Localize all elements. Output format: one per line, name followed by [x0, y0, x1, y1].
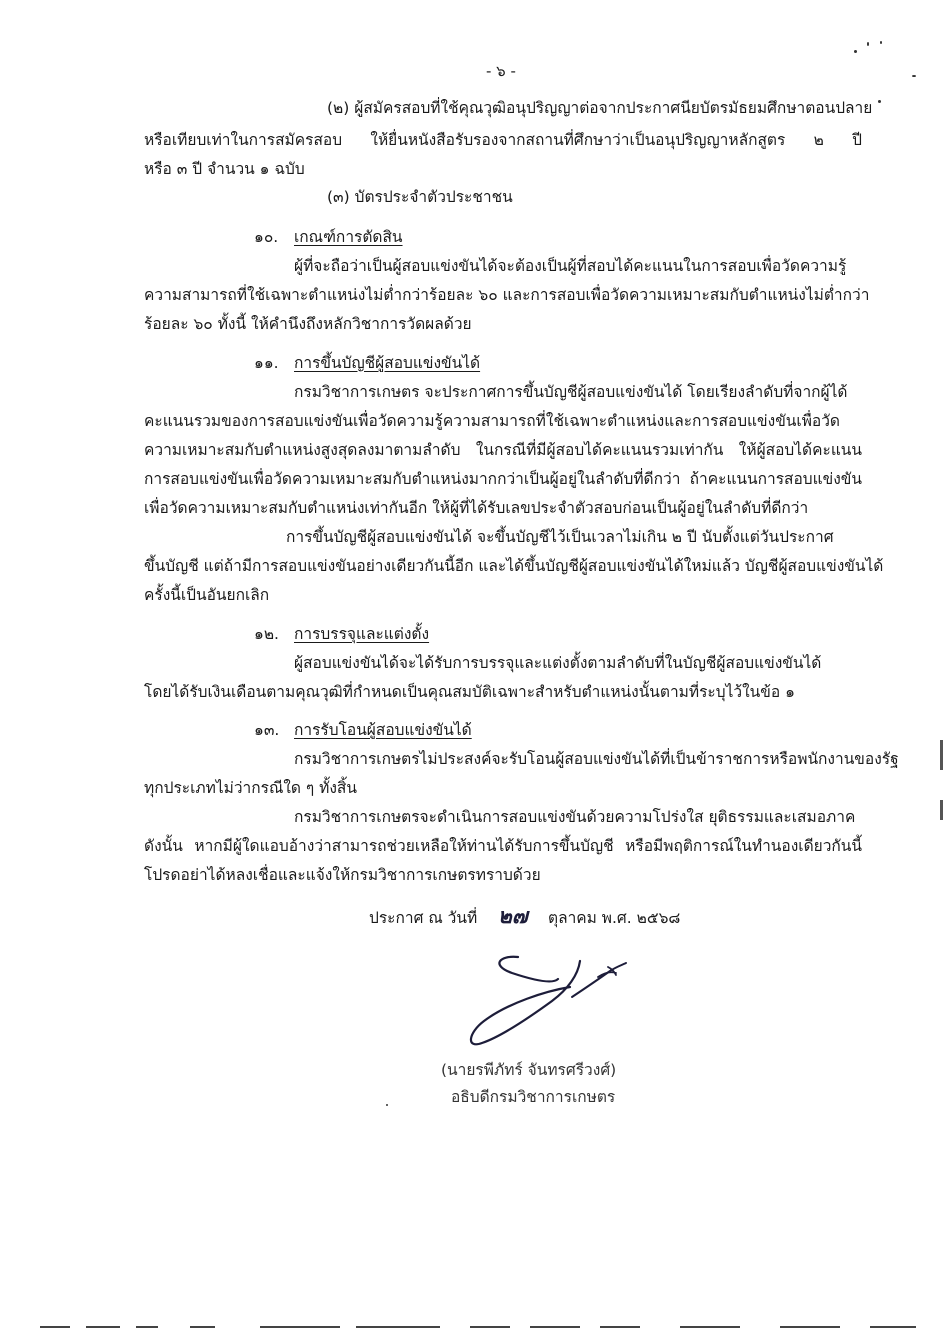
section11-p2-line1: การขึ้นบัญชีผู้สอบแข่งขันได้ จะขึ้นบัญชีไว้เป็นเวลาไม่เกิน ๒ ปี นับตั้งแต่วันประกาศ: [286, 528, 834, 546]
section10-heading: เกณฑ์การตัดสิน: [294, 228, 403, 246]
section12-number: ๑๒.: [254, 625, 279, 643]
page-number: - ๖ -: [486, 62, 516, 80]
section11-heading: การขึ้นบัญชีผู้สอบแข่งขันได้: [294, 354, 481, 372]
closing-line3: โปรดอย่าได้หลงเชื่อและแจ้งให้กรมวิชาการเกษตรทราบด้วย: [144, 866, 541, 884]
closing-line1: กรมวิชาการเกษตรจะดำเนินการสอบแข่งขันด้วยความโปร่งใส ยุติธรรมและเสมอภาค: [294, 808, 856, 826]
scan-speck: [867, 42, 869, 46]
scan-speck: [878, 100, 881, 103]
scan-speck: [854, 50, 857, 53]
item2-line3: หรือ ๓ ปี จำนวน ๑ ฉบับ: [144, 160, 305, 178]
announce-suffix: ตุลาคม พ.ศ. ๒๕๖๘: [548, 909, 681, 927]
section11-p1-line1: กรมวิชาการเกษตร จะประกาศการขึ้นบัญชีผู้สอบแข่งขันได้ โดยเรียงลำดับที่จากผู้ได้: [294, 383, 848, 401]
item3: (๓) บัตรประจำตัวประชาชน: [327, 188, 513, 206]
section11-p2-line2: ขึ้นบัญชี แต่ถ้ามีการสอบแข่งขันอย่างเดียวกันนี้อีก และได้ขึ้นบัญชีผู้สอบแข่งขันได้ใหม่แล้ว บัญชีผู้สอบแข่งขันได้: [144, 557, 884, 575]
section12-line2: โดยได้รับเงินเดือนตามคุณวุฒิที่กำหนดเป็นคุณสมบัติเฉพาะสำหรับตำแหน่งนั้นตามที่ระบุไว้ในข้อ ๑: [144, 683, 795, 701]
item2-line2: หรือเทียบเท่าในการสมัครสอบ ให้ยื่นหนังสือรับรองจากสถานที่ศึกษาว่าเป็นอนุปริญญาหลักสูตร ๒ ปี: [144, 131, 862, 149]
scan-bottom-strip: [40, 1322, 920, 1332]
scan-edge-mark: [940, 800, 943, 820]
section10-line3: ร้อยละ ๖๐ ทั้งนี้ ให้คำนึงถึงหลักวิชาการวัดผลด้วย: [144, 315, 472, 333]
scan-edge-mark: [940, 740, 943, 770]
section13-line2: ทุกประเภทไม่ว่ากรณีใด ๆ ทั้งสิ้น: [144, 779, 357, 797]
signatory-name: (นายรพีภัทร์ จันทรศรีวงศ์): [441, 1061, 617, 1079]
signatory-title: อธิบดีกรมวิชาการเกษตร: [451, 1088, 616, 1106]
scan-speck: [386, 1104, 388, 1106]
closing-line2: ดังนั้น หากมีผู้ใดแอบอ้างว่าสามารถช่วยเหลือให้ท่านได้รับการขึ้นบัญชี หรือมีพฤติการณ์ในทำนองเดียวกันนี้: [144, 837, 862, 855]
item2-line1: (๒) ผู้สมัครสอบที่ใช้คุณวุฒิอนุปริญญาต่อจากประกาศนียบัตรมัธยมศึกษาตอนปลาย: [327, 99, 873, 117]
section11-number: ๑๑.: [254, 354, 279, 372]
section12-heading: การบรรจุและแต่งตั้ง: [294, 625, 430, 643]
section13-heading: การรับโอนผู้สอบแข่งขันได้: [294, 721, 472, 739]
section11-p1-line2: คะแนนรวมของการสอบแข่งขันเพื่อวัดความรู้ความสามารถที่ใช้เฉพาะตำแหน่งและการสอบแข่งขันเพื่อวัด: [144, 412, 840, 430]
signature-image: [460, 945, 640, 1055]
announce-day-handwritten: ๒๗: [498, 903, 528, 928]
scan-speck: [912, 75, 916, 77]
section11-p1-line5: เพื่อวัดความเหมาะสมกับตำแหน่งเท่ากันอีก ให้ผู้ที่ได้รับเลขประจำตัวสอบก่อนเป็นผู้อยู่ในลำดับที่ดีกว่า: [144, 499, 809, 517]
section13-line1: กรมวิชาการเกษตรไม่ประสงค์จะรับโอนผู้สอบแข่งขันได้ที่เป็นข้าราชการหรือพนักงานของรัฐ: [294, 750, 899, 768]
section12-line1: ผู้สอบแข่งขันได้จะได้รับการบรรจุและแต่งตั้งตามลำดับที่ในบัญชีผู้สอบแข่งขันได้: [294, 654, 822, 672]
section11-p2-line3: ครั้งนี้เป็นอันยกเลิก: [144, 586, 270, 604]
section10-number: ๑๐.: [254, 228, 279, 246]
section11-p1-line3: ความเหมาะสมกับตำแหน่งสูงสุดลงมาตามลำดับ ในกรณีที่มีผู้สอบได้คะแนนรวมเท่ากัน ให้ผู้สอบได้คะแนน: [144, 441, 862, 459]
section10-line1: ผู้ที่จะถือว่าเป็นผู้สอบแข่งขันได้จะต้องเป็นผู้ที่สอบได้คะแนนในการสอบเพื่อวัดความรู้: [294, 257, 847, 275]
section11-p1-line4: การสอบแข่งขันเพื่อวัดความเหมาะสมกับตำแหน่งมากกว่าเป็นผู้อยู่ในลำดับที่ดีกว่า ถ้าคะแนนการสอบแข่งขัน: [144, 470, 862, 488]
section10-line2: ความสามารถที่ใช้เฉพาะตำแหน่งไม่ต่ำกว่าร้อยละ ๖๐ และการสอบเพื่อวัดความเหมาะสมกับตำแหน่งไม่ต่ำกว่า: [144, 286, 870, 304]
announce-prefix: ประกาศ ณ วันที่: [369, 909, 478, 927]
section13-number: ๑๓.: [254, 721, 280, 739]
scan-speck: [880, 41, 882, 44]
